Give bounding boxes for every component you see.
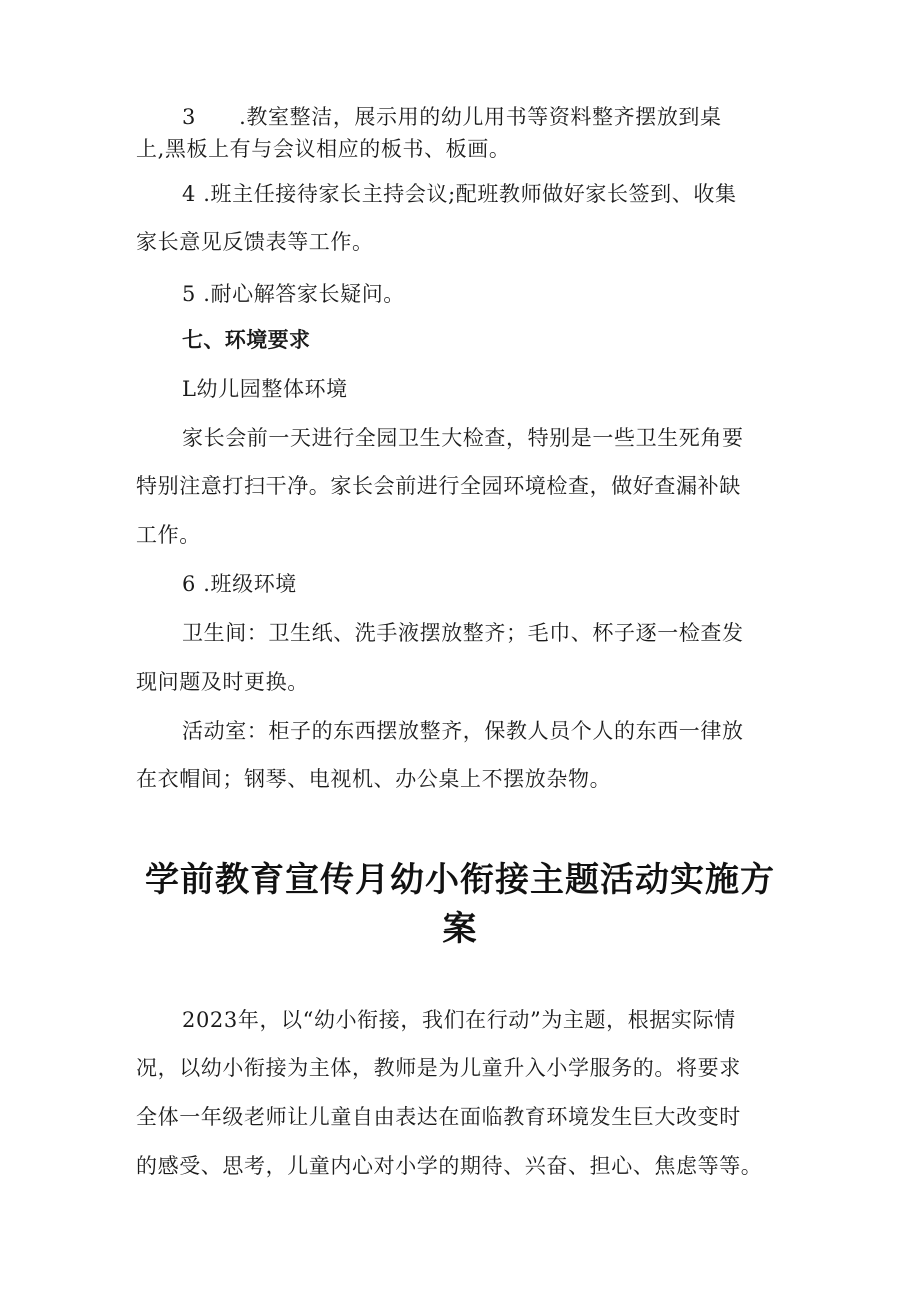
paragraph-3-line-2: 在衣帽间；钢琴、电视机、办公桌上不摆放杂物。 xyxy=(136,767,612,791)
paragraph-2-line-2: 现问题及时更换。 xyxy=(136,670,309,694)
intro-line-3: 全体一年级老师让儿童自由表达在面临教育环境发生巨大改变时 xyxy=(136,1105,741,1129)
item-4-line-1: 4 .班主任接待家长主持会议;配班教师做好家长签到、收集 xyxy=(182,182,737,206)
paragraph-2-line-1: 卫生间：卫生纸、洗手液摆放整齐；毛巾、杯子逐一检查发 xyxy=(182,621,744,645)
paragraph-1-line-3: 工作。 xyxy=(136,523,201,547)
item-4-line-2: 家长意见反馈表等工作。 xyxy=(136,230,374,254)
subheading-class-environment: 6 .班级环境 xyxy=(182,572,297,596)
intro-line-1: 2023年，以“幼小衔接，我们在行动”为主题，根据实际情 xyxy=(182,1008,736,1032)
paragraph-1-line-1: 家长会前一天进行全园卫生大检查，特别是一些卫生死角要 xyxy=(182,426,744,450)
document-title-line-1: 学前教育宣传月幼小衔接主题活动实施方 xyxy=(145,860,775,900)
item-3-line-2: 上,黑板上有与会议相应的板书、板画。 xyxy=(136,137,511,161)
paragraph-3-line-1: 活动室：柜子的东西摆放整齐，保教人员个人的东西一律放 xyxy=(182,719,744,743)
intro-line-2: 况，以幼小衔接为主体，教师是为儿童升入小学服务的。将要求 xyxy=(136,1056,741,1080)
subheading-kindergarten-environment: L幼儿园整体环境 xyxy=(182,377,348,401)
paragraph-1-line-2: 特别注意打扫干净。家长会前进行全园环境检查，做好查漏补缺 xyxy=(136,474,741,498)
item-5: 5 .耐心解答家长疑问。 xyxy=(182,282,405,306)
document-title-line-2: 案 xyxy=(442,909,478,949)
section-heading-environment: 七、环境要求 xyxy=(182,328,311,352)
item-3-line-1: 3 .教室整洁，展示用的幼儿用书等资料整齐摆放到桌 xyxy=(182,105,722,129)
intro-line-4: 的感受、思考，儿童内心对小学的期待、兴奋、担心、焦虑等等。 xyxy=(136,1154,763,1178)
